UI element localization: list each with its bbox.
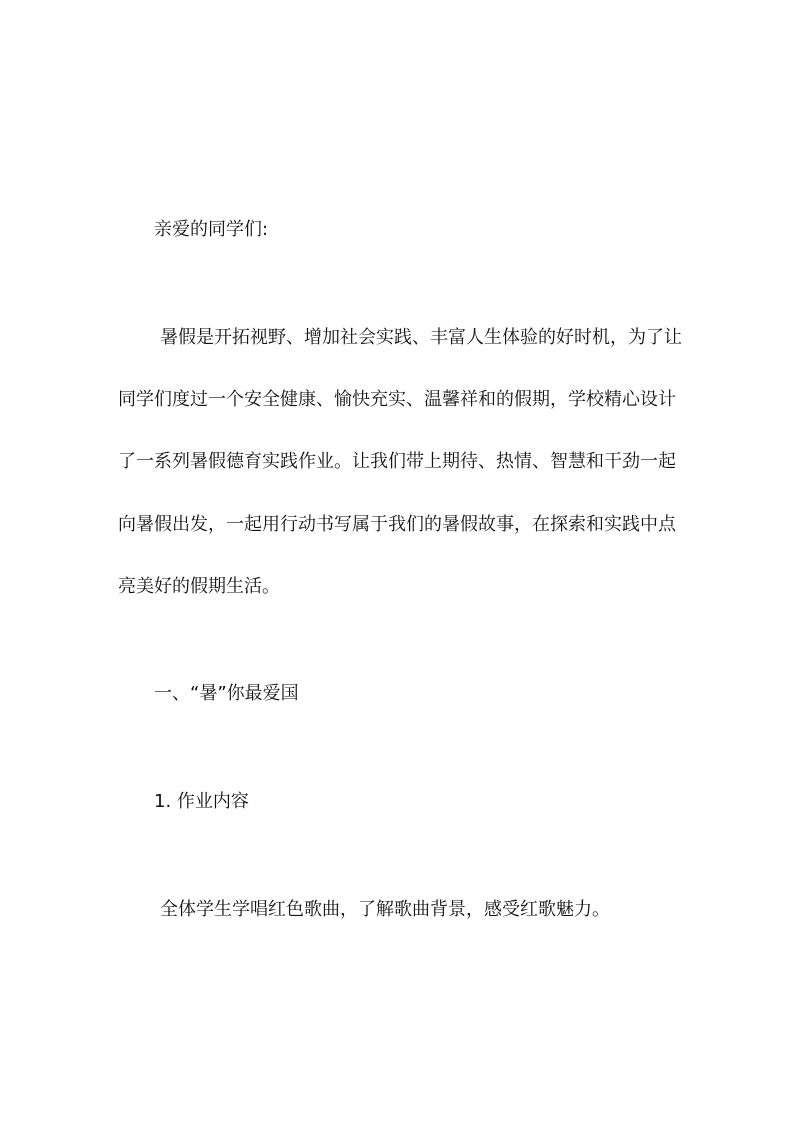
intro-paragraph-line-1: 暑假是开拓视野、增加社会实践、丰富人生体验的好时机，为了让 xyxy=(160,327,682,348)
section-heading: 一、“暑”你最爱国 xyxy=(154,683,299,704)
subsection-heading: 1. 作业内容 xyxy=(154,791,249,812)
intro-paragraph-line-5: 亮美好的假期生活。 xyxy=(118,576,280,597)
subsection-body-text: 全体学生学唱红色歌曲，了解歌曲背景，感受红歌魅力。 xyxy=(160,899,610,920)
intro-paragraph-line-4: 向暑假出发，一起用行动书写属于我们的暑假故事，在探索和实践中点 xyxy=(118,514,676,535)
intro-paragraph-line-3: 了一系列暑假德育实践作业。让我们带上期待、热情、智慧和干劲一起 xyxy=(118,451,676,472)
greeting-text: 亲爱的同学们: xyxy=(154,219,269,240)
intro-paragraph-line-2: 同学们度过一个安全健康、愉快充实、温馨祥和的假期，学校精心设计 xyxy=(118,389,676,410)
